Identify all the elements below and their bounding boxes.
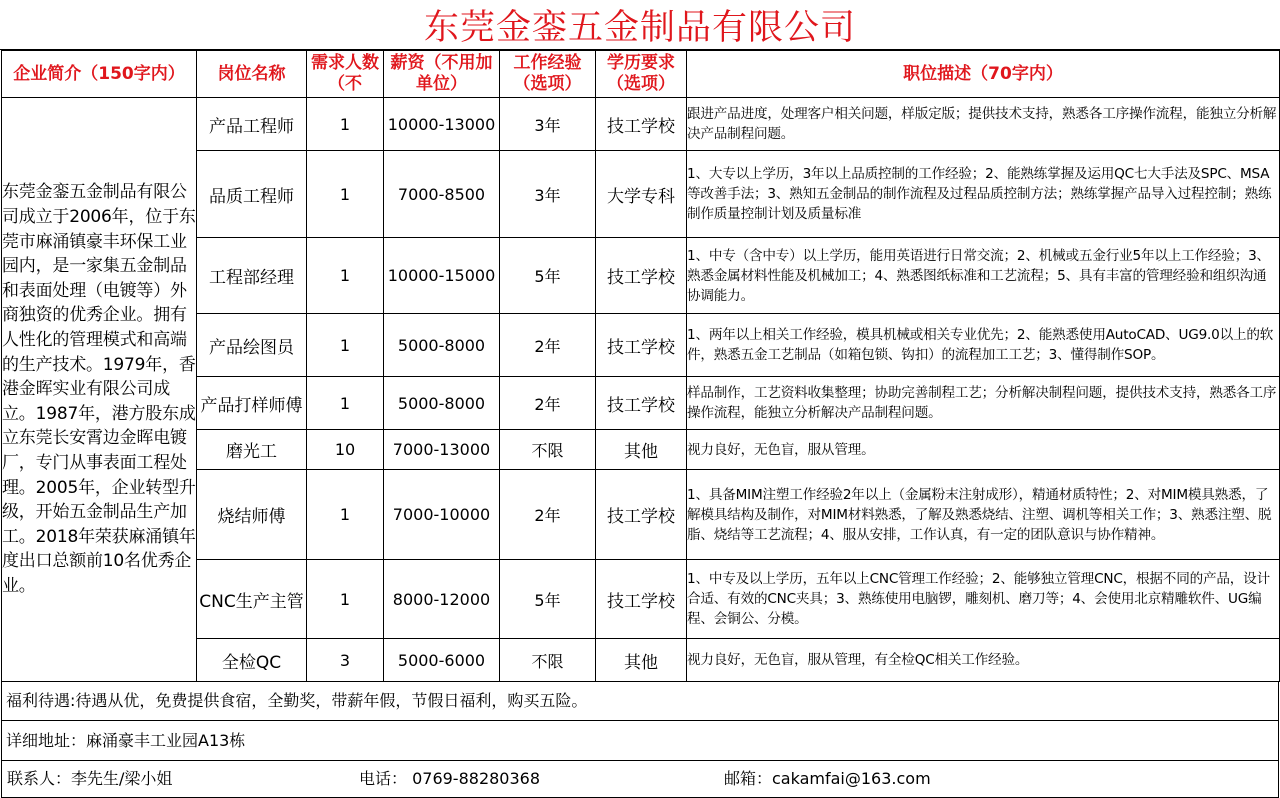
job-position: 工程部经理 [197, 238, 307, 314]
job-description: 1、两年以上相关工作经验，模具机械或相关专业优先；2、能熟悉使用AutoCAD、UG9.0以上的软件，熟悉五金工艺制品（如箱包锁、钩扣）的流程加工工艺；3、懂得制作SOP。 [687, 314, 1280, 377]
header-intro: 企业简介（150字内） [2, 51, 197, 98]
job-education: 大学专科 [596, 151, 687, 238]
address-row: 详细地址：麻涌豪丰工业园A13栋 [1, 721, 1279, 761]
job-education: 其他 [596, 639, 687, 682]
header-row [2, 51, 1280, 98]
job-education: 技工学校 [596, 470, 687, 560]
contact-email: 邮箱：cakamfai@163.com [724, 769, 931, 788]
job-salary: 7000-10000 [384, 470, 500, 560]
job-description: 1、具备MIM注塑工作经验2年以上（金属粉末注射成形），精通材质特性；2、对MIM模具熟悉，了解模具结构及制作，对MIM材料熟悉，了解及熟悉烧结、注塑、调机等相关工作；3、熟悉注塑、脱脂、烧结等工艺流程；4、服从安排，工作认真，有一定的团队意识与协作精神。 [687, 470, 1280, 560]
job-position: 产品打样师傅 [197, 377, 307, 430]
job-position: 烧结师傅 [197, 470, 307, 560]
job-position: 全检QC [197, 639, 307, 682]
job-count: 1 [307, 377, 384, 430]
job-salary: 5000-8000 [384, 314, 500, 377]
job-education: 其他 [596, 430, 687, 470]
job-count: 1 [307, 151, 384, 238]
job-count: 3 [307, 639, 384, 682]
job-education: 技工学校 [596, 98, 687, 151]
job-experience: 5年 [500, 560, 596, 639]
header-experience: 工作经验（选项） [500, 51, 596, 98]
job-experience: 不限 [500, 639, 596, 682]
job-description: 视力良好，无色盲，服从管理。 [687, 430, 1280, 470]
header-description: 职位描述（70字内） [687, 51, 1280, 98]
job-description: 1、中专（含中专）以上学历，能用英语进行日常交流；2、机械或五金行业5年以上工作经验；3、熟悉金属材料性能及机械加工；4、熟悉图纸标准和工艺流程；5、具有丰富的管理经验和组织沟通协调能力。 [687, 238, 1280, 314]
header-position: 岗位名称 [197, 51, 307, 98]
job-experience: 不限 [500, 430, 596, 470]
job-experience: 2年 [500, 470, 596, 560]
job-count: 1 [307, 238, 384, 314]
job-education: 技工学校 [596, 238, 687, 314]
job-row [2, 98, 1280, 151]
job-education: 技工学校 [596, 314, 687, 377]
job-count: 1 [307, 314, 384, 377]
company-intro: 东莞金銮五金制品有限公司成立于2006年，位于东莞市麻涌镇豪丰环保工业园内，是一家集五金制品和表面处理（电镀等）外商独资的优秀企业。拥有人性化的管理模式和高端的生产技术。1979年，香港金晖实业有限公司成立。1987年，港方股东成立东莞长安霄边金晖电镀厂，专门从事表面工程处理。2005年，企业转型升级，开始五金制品生产加工。2018年荣获麻涌镇年度出口总额前10名优秀企业。 [2, 98, 197, 682]
job-description: 视力良好，无色盲，服从管理，有全检QC相关工作经验。 [687, 639, 1280, 682]
job-description: 1、大专以上学历，3年以上品质控制的工作经验；2、能熟练掌握及运用QC七大手法及SPC、MSA等改善手法；3、熟知五金制品的制作流程及过程品质控制方法；熟练掌握产品导入过程控制；熟练制作质量控制计划及质量标准 [687, 151, 1280, 238]
job-salary: 7000-13000 [384, 430, 500, 470]
company-title: 东莞金銮五金制品有限公司 [0, 0, 1280, 50]
job-salary: 5000-8000 [384, 377, 500, 430]
contact-person: 联系人：李先生/梁小姐 [7, 769, 173, 788]
header-count: 需求人数（不 [307, 51, 384, 98]
job-position: 产品绘图员 [197, 314, 307, 377]
job-count: 1 [307, 98, 384, 151]
job-count: 1 [307, 560, 384, 639]
contact-phone: 电话： 0769-88280368 [359, 769, 541, 788]
job-experience: 2年 [500, 377, 596, 430]
job-experience: 3年 [500, 151, 596, 238]
job-salary: 7000-8500 [384, 151, 500, 238]
job-salary: 10000-15000 [384, 238, 500, 314]
job-description: 样品制作，工艺资料收集整理；协助完善制程工艺；分析解决制程问题，提供技术支持，熟悉各工序操作流程，能独立分析解决产品制程问题。 [687, 377, 1280, 430]
job-table [1, 50, 1280, 682]
job-position: CNC生产主管 [197, 560, 307, 639]
job-position: 产品工程师 [197, 98, 307, 151]
job-experience: 2年 [500, 314, 596, 377]
job-position: 品质工程师 [197, 151, 307, 238]
job-education: 技工学校 [596, 377, 687, 430]
job-education: 技工学校 [596, 560, 687, 639]
job-salary: 10000-13000 [384, 98, 500, 151]
job-description: 1、中专及以上学历，五年以上CNC管理工作经验；2、能够独立管理CNC，根据不同的产品，设计合适、有效的CNC夹具；3、熟练使用电脑锣，雕刻机、磨刀等；4、会使用北京精雕软件、UG编程、会铜公、分模。 [687, 560, 1280, 639]
job-count: 1 [307, 470, 384, 560]
benefits-row: 福利待遇:待遇从优，免费提供食宿，全勤奖，带薪年假，节假日福利，购买五险。 [1, 681, 1279, 721]
job-experience: 3年 [500, 98, 596, 151]
job-experience: 5年 [500, 238, 596, 314]
job-description: 跟进产品进度，处理客户相关问题，样版定版；提供技术支持，熟悉各工序操作流程，能独立分析解决产品制程问题。 [687, 98, 1280, 151]
header-education: 学历要求（选项） [596, 51, 687, 98]
job-salary: 8000-12000 [384, 560, 500, 639]
header-salary: 薪资（不用加单位） [384, 51, 500, 98]
job-count: 10 [307, 430, 384, 470]
contact-row [1, 761, 1279, 798]
job-salary: 5000-6000 [384, 639, 500, 682]
job-position: 磨光工 [197, 430, 307, 470]
